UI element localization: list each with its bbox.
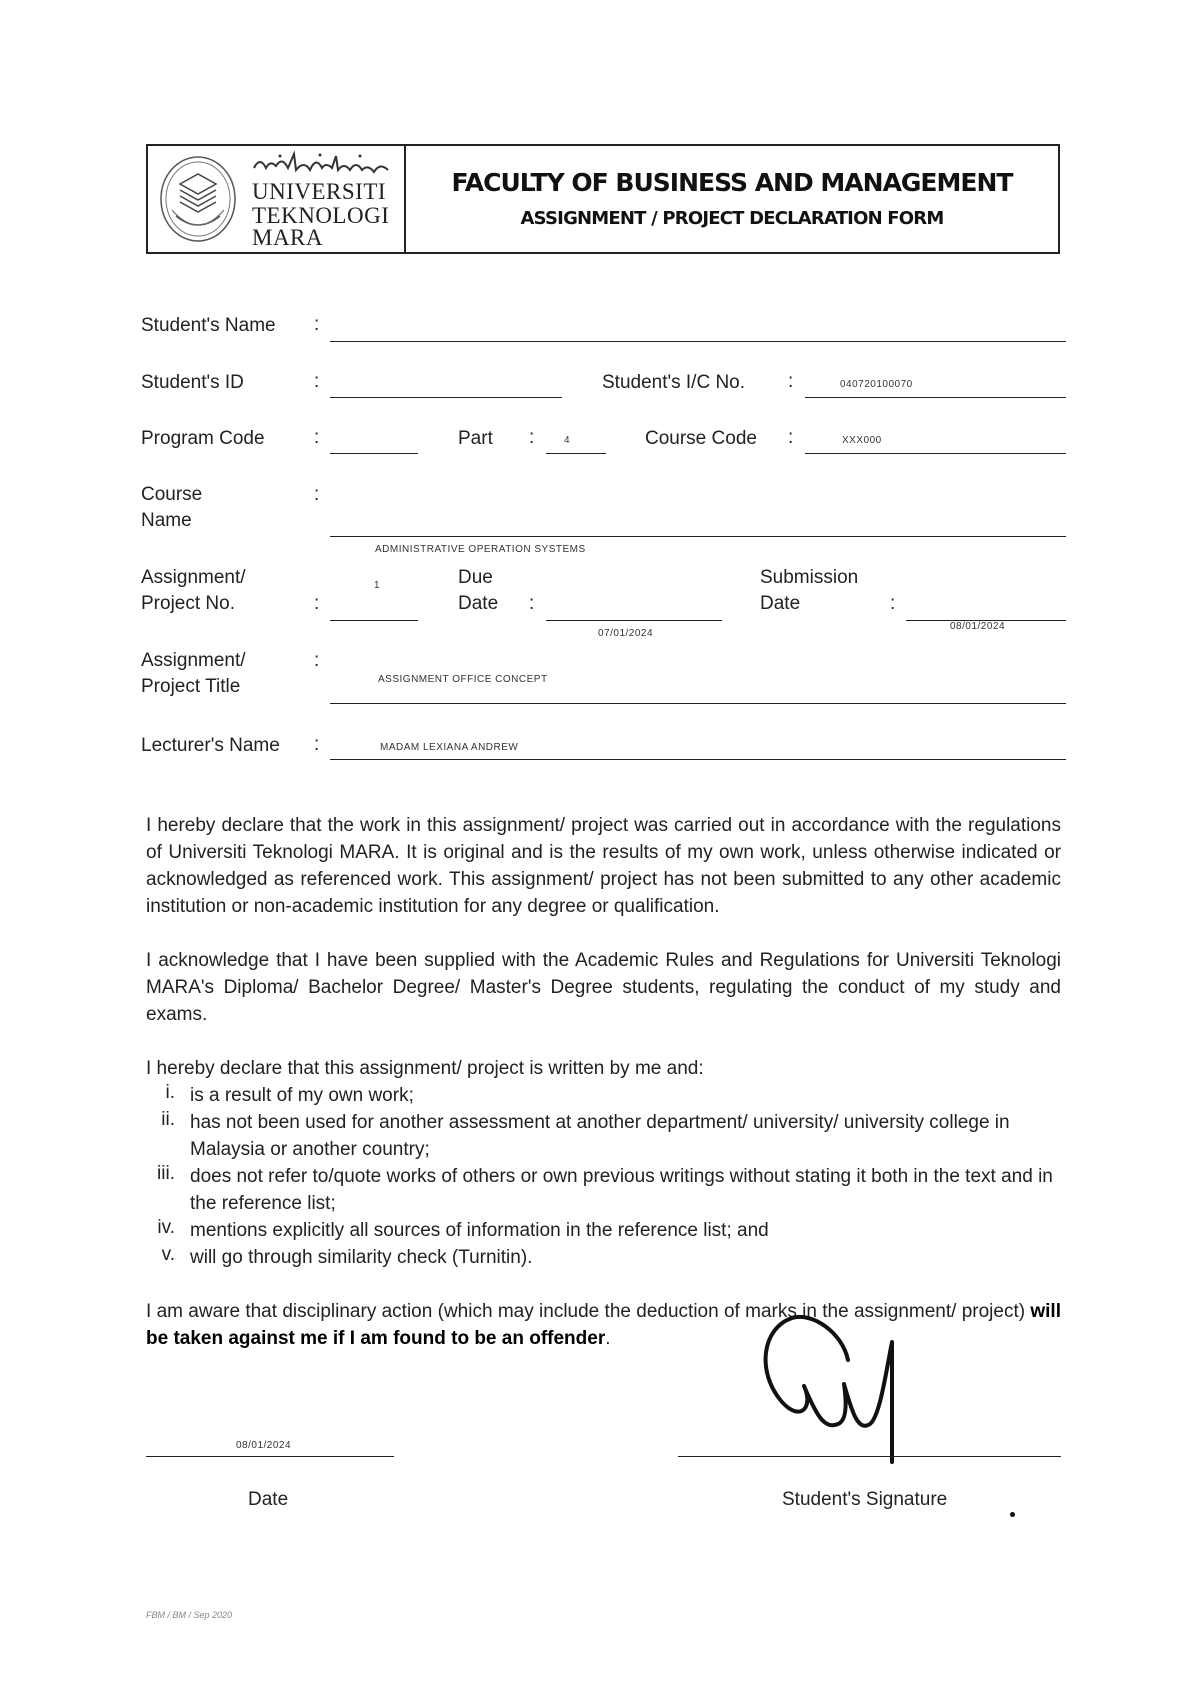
part-label: Part	[458, 428, 493, 449]
due-date-value: 07/01/2024	[598, 628, 654, 639]
colon: :	[314, 593, 320, 614]
list-item-number: iii.	[157, 1163, 175, 1184]
university-name-line3: MARA	[252, 225, 324, 250]
due-date-field[interactable]	[546, 620, 722, 621]
list-item-text: will go through similarity check (Turnitin).	[190, 1247, 533, 1268]
course-name-label: Course	[141, 484, 203, 505]
course-name-label: Name	[141, 510, 192, 531]
list-item-text: mentions explicitly all sources of information in the reference list; and	[190, 1220, 769, 1241]
program-code-field[interactable]	[330, 453, 418, 454]
list-item-text: does not refer to/quote works of others or own previous writings without stating it both in the text and in the reference list;	[190, 1166, 1053, 1214]
project-title-label: Project Title	[141, 676, 241, 697]
handwritten-signature-icon	[752, 1312, 952, 1472]
students-id-label: Student's ID	[141, 372, 244, 393]
assignment-no-label: Project No.	[141, 593, 235, 614]
students-name-field[interactable]	[330, 341, 1066, 342]
colon: :	[314, 427, 320, 448]
due-date-label: Date	[458, 593, 499, 614]
course-code-value: XXX000	[842, 435, 882, 446]
list-item-number: v.	[161, 1244, 175, 1265]
course-code-field[interactable]	[805, 453, 1066, 454]
declaration-paragraph-3-intro: I hereby declare that this assignment/ project is written by me and:	[146, 1058, 704, 1079]
submission-date-value: 08/01/2024	[950, 621, 1006, 632]
colon: :	[788, 427, 794, 448]
course-code-label: Course Code	[645, 428, 757, 449]
students-ic-label: Student's I/C No.	[602, 372, 746, 393]
due-date-label: Due	[458, 567, 493, 588]
submission-date-label: Submission	[760, 567, 859, 588]
course-name-field[interactable]	[330, 536, 1066, 537]
list-item-number: iv.	[157, 1217, 175, 1238]
signature-date-value: 08/01/2024	[236, 1440, 292, 1451]
assignment-no-label: Assignment/	[141, 567, 246, 588]
assignment-no-field[interactable]	[330, 620, 418, 621]
part-value: 4	[564, 435, 571, 446]
university-name-line2: TEKNOLOGI	[252, 203, 390, 228]
colon: :	[314, 314, 320, 335]
colon: :	[314, 484, 320, 505]
faculty-title: FACULTY OF BUSINESS AND MANAGEMENT	[451, 168, 1013, 197]
program-code-label: Program Code	[141, 428, 265, 449]
offender-warning-text: will be taken against me if I am found to be an offender	[146, 1301, 1061, 1349]
students-id-field[interactable]	[330, 397, 562, 398]
lecturer-name-label: Lecturer's Name	[141, 735, 280, 756]
form-title: ASSIGNMENT / PROJECT DECLARATION FORM	[520, 208, 944, 229]
university-emblem-icon	[158, 154, 238, 244]
part-field[interactable]	[546, 453, 606, 454]
student-signature-label: Student's Signature	[782, 1489, 948, 1510]
list-item-text: is a result of my own work;	[190, 1085, 414, 1106]
colon: :	[529, 427, 535, 448]
project-title-field[interactable]	[330, 703, 1066, 704]
signature-line[interactable]	[678, 1456, 1061, 1457]
colon: :	[314, 650, 320, 671]
submission-date-label: Date	[760, 593, 801, 614]
list-item-text: has not been used for another assessment at another department/ university/ university college in Malaysia or another country;	[190, 1112, 1010, 1160]
date-line[interactable]	[146, 1456, 394, 1457]
footer-form-code: FBM / BM / Sep 2020	[146, 1610, 233, 1620]
colon: :	[314, 371, 320, 392]
university-name-line1: UNIVERSITI	[252, 179, 387, 204]
colon: :	[890, 593, 896, 614]
dot-mark	[1010, 1512, 1015, 1517]
lecturer-name-field[interactable]	[330, 759, 1066, 760]
students-name-label: Student's Name	[141, 315, 276, 336]
students-ic-field[interactable]	[805, 397, 1066, 398]
colon: :	[529, 593, 535, 614]
list-item-number: ii.	[161, 1109, 175, 1130]
project-title-value: ASSIGNMENT OFFICE CONCEPT	[378, 674, 548, 685]
project-title-label: Assignment/	[141, 650, 246, 671]
lecturer-name-value: MADAM LEXIANA ANDREW	[380, 742, 519, 753]
colon: :	[314, 734, 320, 755]
course-name-value: ADMINISTRATIVE OPERATION SYSTEMS	[375, 544, 586, 555]
list-item-number: i.	[165, 1082, 175, 1103]
arabic-script-logo-icon	[250, 150, 396, 176]
declaration-paragraph-4-end: .	[605, 1328, 611, 1349]
declaration-paragraph-1: I hereby declare that the work in this assignment/ project was carried out in accordance with the regulations of Universiti Teknologi MARA. It is original and is the results of my own work, unless otherwise indicated or acknowledged as referenced work. This assignment/ project has not been submitted to any other academic institution or non-academic institution for any degree or qualification.	[146, 815, 1061, 917]
declaration-paragraph-4-text: I am aware that disciplinary action (which may include the deduction of marks in the assignment/ project)	[146, 1301, 1031, 1322]
colon: :	[788, 371, 794, 392]
date-label: Date	[248, 1489, 289, 1510]
students-ic-value: 040720100070	[840, 379, 913, 390]
header-box	[146, 144, 1060, 254]
university-logo	[148, 146, 406, 252]
declaration-paragraph-2: I acknowledge that I have been supplied with the Academic Rules and Regulations for Universiti Teknologi MARA's Diploma/ Bachelor Degree/ Master's Degree students, regulating the conduct of my study and exams.	[146, 950, 1061, 1025]
assignment-no-value: 1	[374, 580, 381, 591]
